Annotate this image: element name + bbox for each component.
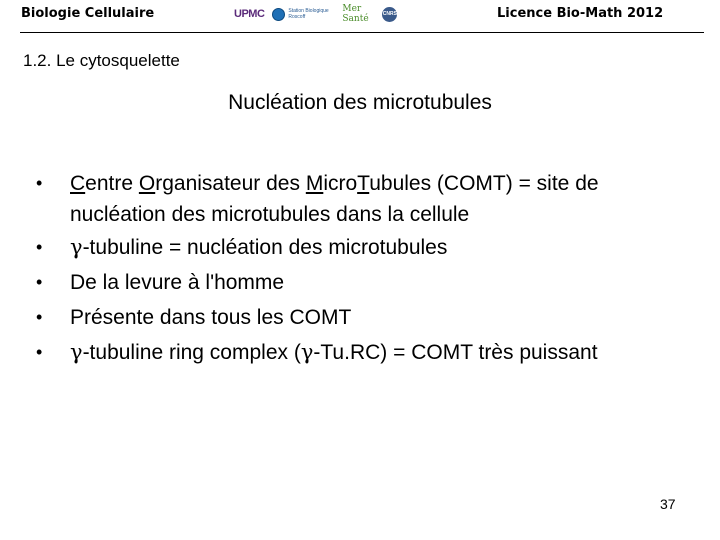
slide-title: Nucléation des microtubules [228, 91, 492, 114]
bullet-marker: • [36, 237, 43, 257]
bullet-text: rganisateur des [155, 172, 306, 195]
page-number: 37 [660, 496, 676, 512]
bullet-marker: • [36, 307, 43, 327]
bullet-marker: • [36, 173, 43, 193]
bullet-item [36, 168, 696, 230]
bullet-item [36, 300, 696, 335]
bullet-text: -tubuline ring complex ( [82, 341, 301, 364]
program-title: Licence Bio-Math 2012 [497, 6, 664, 21]
bullet-item [36, 230, 696, 265]
acronym-letter: O [138, 172, 156, 195]
bullet-text: icro [323, 172, 358, 195]
bullet-item [36, 265, 696, 300]
gamma-symbol: γ [70, 235, 83, 259]
bullet-item [36, 335, 696, 370]
upmc-logo: UPMC [234, 8, 265, 20]
bullet-text: De la levure à l'homme [70, 271, 285, 294]
roscoff-emblem-icon [272, 8, 285, 21]
mer-sante-logo: Mer Santé [342, 4, 369, 24]
roscoff-logo [272, 8, 334, 21]
course-title: Biologie Cellulaire [21, 6, 155, 21]
gamma-symbol: γ [300, 340, 314, 364]
bullet-marker: • [36, 342, 43, 362]
bullet-list [36, 168, 696, 370]
bullet-text: entre [85, 172, 139, 195]
section-title: 1.2. Le cytosquelette [23, 51, 180, 70]
gamma-symbol: γ [70, 340, 83, 364]
acronym-letter: T [357, 172, 370, 195]
bullet-text: nucléation des microtubules dans la cellule [70, 203, 470, 226]
bullet-text: ubules (COMT) = site de [369, 172, 599, 195]
roscoff-logo-text: Station Biologique Roscoff [288, 8, 329, 20]
bullet-text: Présente dans tous les COMT [70, 306, 352, 329]
bullet-text: -Tu.RC) = COMT très puissant [313, 341, 598, 364]
bullet-marker: • [36, 272, 43, 292]
header-divider [20, 32, 704, 33]
bullet-text: -tubuline = nucléation des microtubules [82, 236, 448, 259]
acronym-letter: M [305, 172, 324, 195]
cnrs-logo: CNRS [382, 7, 397, 22]
acronym-letter: C [70, 172, 86, 195]
logo-strip [234, 1, 424, 27]
